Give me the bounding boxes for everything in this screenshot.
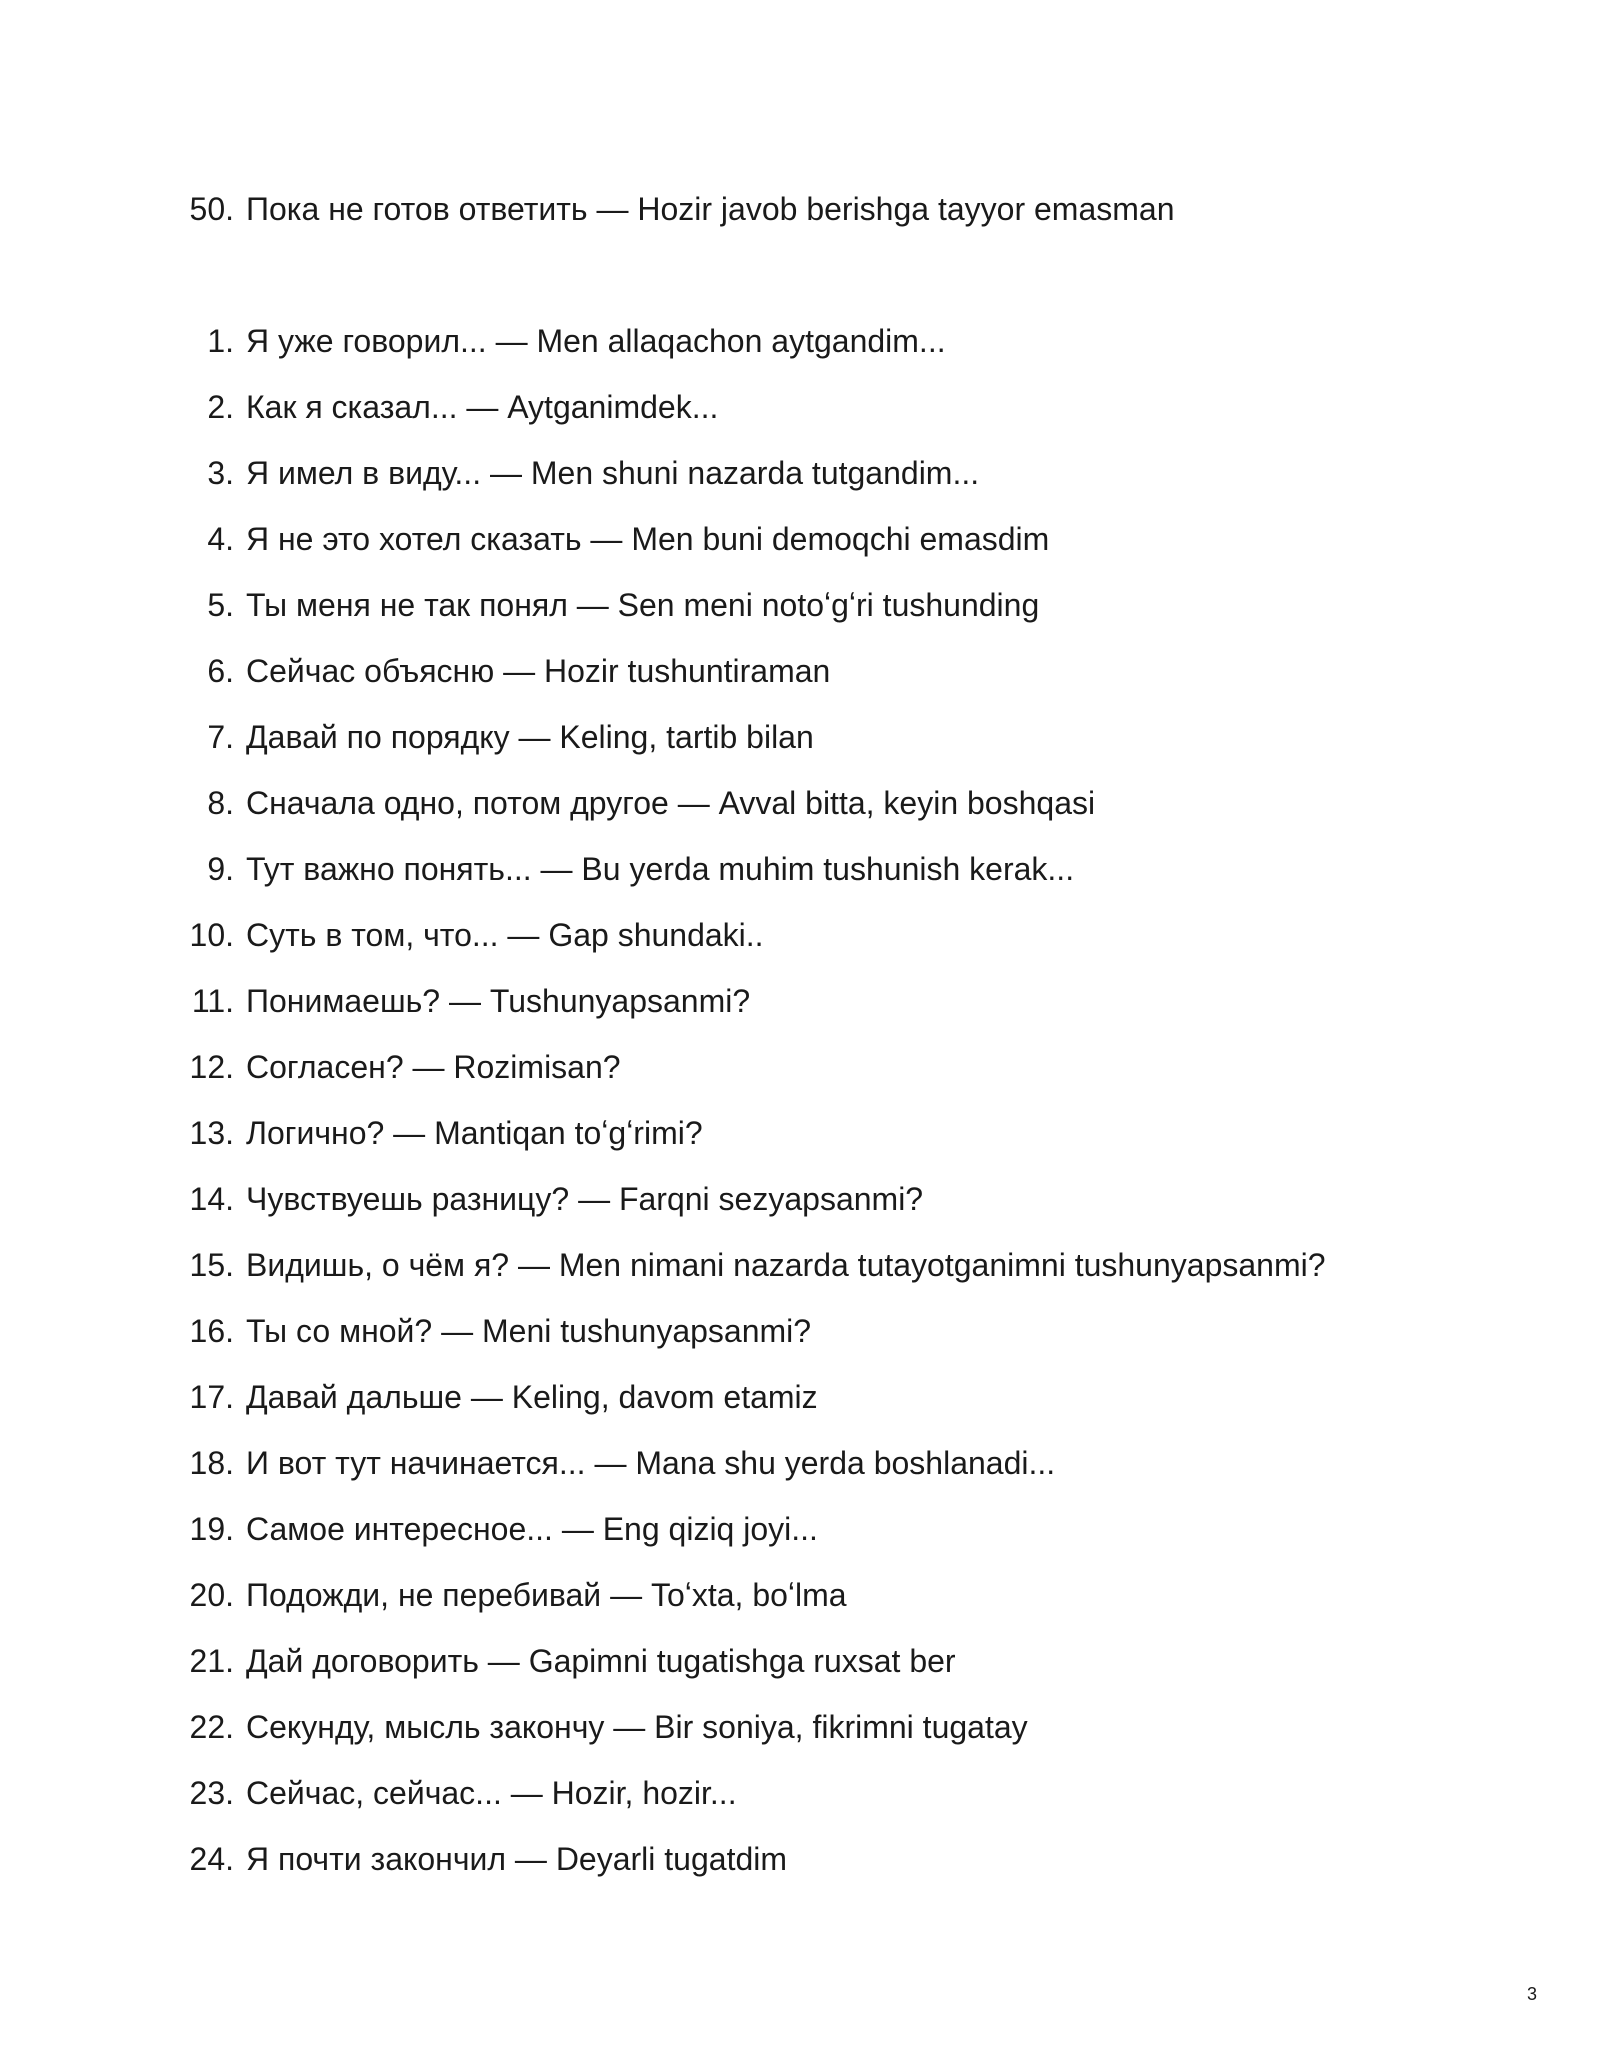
item-text: Согласен? — Rozimisan? <box>246 1049 621 1085</box>
item-text: Пока не готов ответить — Hozir javob berishga tayyor emasman <box>246 191 1175 227</box>
item-text: И вот тут начинается... — Mana shu yerda boshlanadi... <box>246 1445 1056 1481</box>
item-text: Сначала одно, потом другое — Avval bitta, keyin boshqasi <box>246 785 1096 821</box>
item-number: 10. <box>189 917 234 953</box>
item-number: 4. <box>207 521 234 557</box>
item-text: Сейчас объясню — Hozir tushuntiraman <box>246 653 831 689</box>
item-text: Я уже говорил... — Men allaqachon aytgandim... <box>246 323 946 359</box>
item-text: Подожди, не перебивай — Toʻxta, boʻlma <box>246 1577 847 1613</box>
item-text: Видишь, о чём я? — Men nimani nazarda tutayotganimni tushunyapsanmi? <box>246 1247 1326 1283</box>
item-number: 23. <box>189 1775 234 1811</box>
item-text: Тут важно понять... — Bu yerda muhim tushunish kerak... <box>246 851 1075 887</box>
item-number: 22. <box>189 1709 234 1745</box>
item-number: 12. <box>189 1049 234 1085</box>
item-text: Секунду, мысль закончу — Bir soniya, fikrimni tugatay <box>246 1709 1028 1745</box>
item-number: 1. <box>207 323 234 359</box>
item-text: Я не это хотел сказать — Men buni demoqchi emasdim <box>246 521 1050 557</box>
item-text: Суть в том, что... — Gap shundaki.. <box>246 917 764 953</box>
item-number: 8. <box>207 785 234 821</box>
item-text: Я почти закончил — Deyarli tugatdim <box>246 1841 788 1877</box>
page-number: 3 <box>1526 1984 1537 2004</box>
item-number: 16. <box>189 1313 234 1349</box>
item-number: 6. <box>207 653 234 689</box>
item-number: 7. <box>207 719 234 755</box>
item-text: Ты со мной? — Meni tushunyapsanmi? <box>246 1313 812 1349</box>
item-text: Понимаешь? — Tushunyapsanmi? <box>246 983 751 1019</box>
item-text: Давай дальше — Keling, davom etamiz <box>246 1379 818 1415</box>
item-number: 50. <box>189 191 234 227</box>
item-text: Ты меня не так понял — Sen meni notoʻgʻri tushunding <box>246 587 1040 623</box>
item-number: 18. <box>189 1445 234 1481</box>
item-number: 5. <box>207 587 234 623</box>
item-text: Давай по порядку — Keling, tartib bilan <box>246 719 814 755</box>
item-number: 21. <box>189 1643 234 1679</box>
item-text: Дай договорить — Gapimni tugatishga ruxsat ber <box>246 1643 956 1679</box>
item-number: 9. <box>207 851 234 887</box>
item-number: 2. <box>207 389 234 425</box>
item-number: 14. <box>189 1181 234 1217</box>
item-number: 13. <box>189 1115 234 1151</box>
item-text: Чувствуешь разницу? — Farqni sezyapsanmi? <box>246 1181 924 1217</box>
item-number: 3. <box>207 455 234 491</box>
item-number: 17. <box>189 1379 234 1415</box>
item-number: 15. <box>189 1247 234 1283</box>
item-number: 24. <box>189 1841 234 1877</box>
item-text: Я имел в виду... — Men shuni nazarda tutgandim... <box>246 455 980 491</box>
item-number: 11. <box>191 983 234 1019</box>
item-number: 20. <box>189 1577 234 1613</box>
item-number: 19. <box>189 1511 234 1547</box>
item-text: Сейчас, сейчас... — Hozir, hozir... <box>246 1775 737 1811</box>
item-text: Как я сказал... — Aytganimdek... <box>246 389 719 425</box>
item-text: Логично? — Mantiqan toʻgʻrimi? <box>246 1115 703 1151</box>
item-text: Самое интересное... — Eng qiziq joyi... <box>246 1511 818 1547</box>
